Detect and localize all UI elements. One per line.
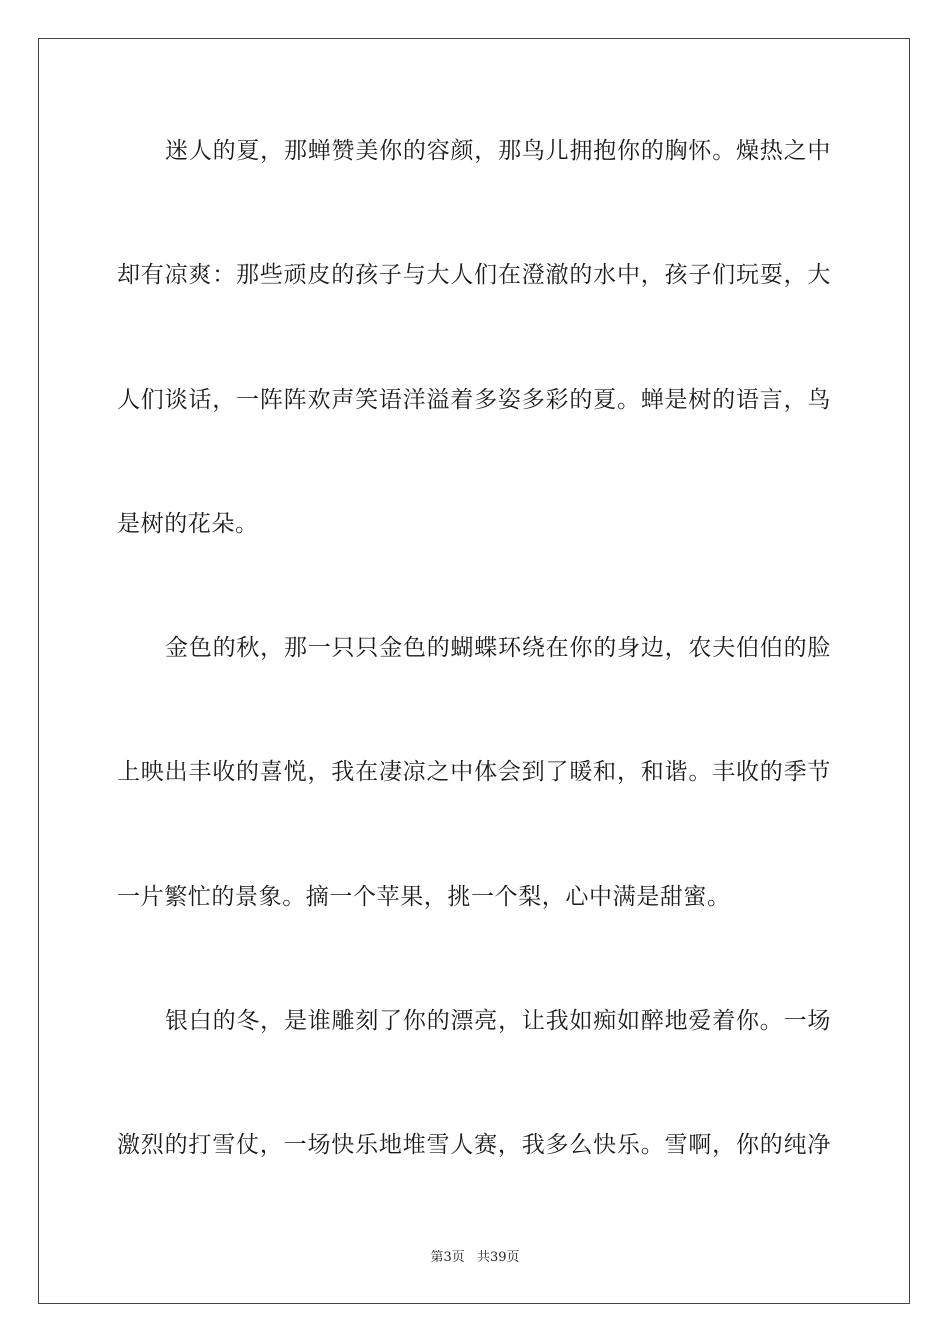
page-number: 第3页 xyxy=(430,1250,465,1265)
winter-line-1: 银白的冬，是谁雕刻了你的漂亮，让我如痴如醉地爱着你。一场 xyxy=(165,1008,831,1034)
summer-line-2: 却有凉爽：那些顽皮的孩子与大人们在澄澈的水中，孩子们玩耍，大 xyxy=(117,262,831,288)
summer-line-3: 人们谈话，一阵阵欢声笑语洋溢着多姿多彩的夏。蝉是树的语言，鸟 xyxy=(117,387,831,413)
autumn-line-1: 金色的秋，那一只只金色的蝴蝶环绕在你的身边，农夫伯伯的脸 xyxy=(165,635,831,661)
summer-line-4: 是树的花朵。 xyxy=(117,511,259,537)
page-total: 共39页 xyxy=(476,1250,520,1265)
page-footer xyxy=(0,1246,950,1265)
autumn-line-3: 一片繁忙的景象。摘一个苹果，挑一个梨，心中满是甜蜜。 xyxy=(117,884,731,910)
autumn-line-2: 上映出丰收的喜悦，我在凄凉之中体会到了暖和，和谐。丰收的季节 xyxy=(117,759,831,785)
winter-line-2: 激烈的打雪仗，一场快乐地堆雪人赛，我多么快乐。雪啊，你的纯净 xyxy=(117,1132,831,1158)
page-border xyxy=(38,38,910,1304)
summer-line-1: 迷人的夏，那蝉赞美你的容颜，那鸟儿拥抱你的胸怀。燥热之中 xyxy=(165,138,831,164)
